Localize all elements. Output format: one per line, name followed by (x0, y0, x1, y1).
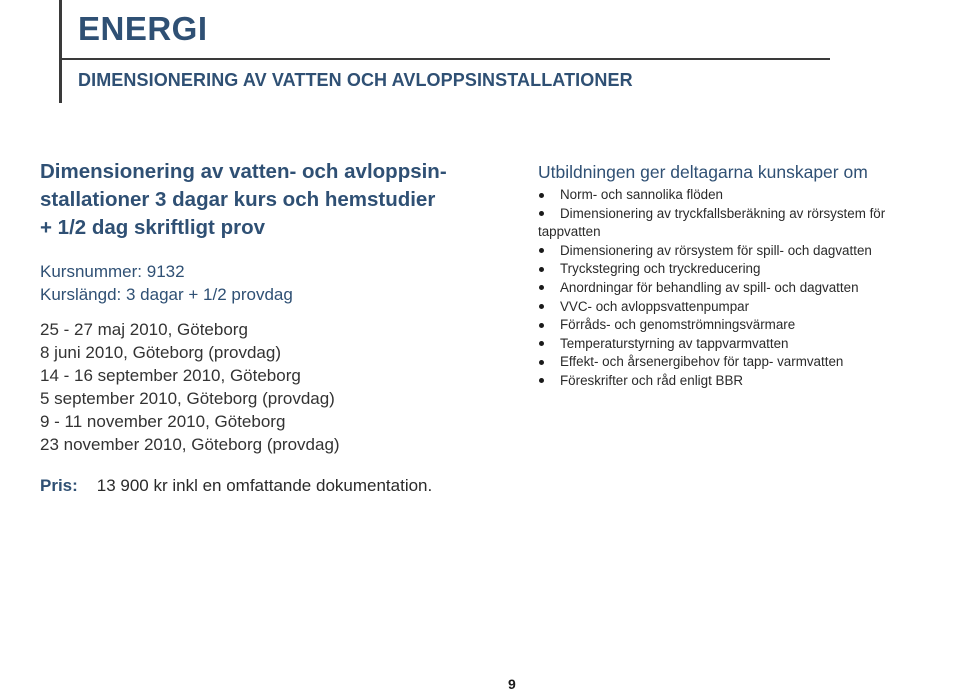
date-item: 14 - 16 september 2010, Göteborg (40, 366, 301, 385)
date-item: 9 - 11 november 2010, Göteborg (40, 412, 286, 431)
learning-outcomes (538, 162, 959, 391)
date-item: 23 november 2010, Göteborg (provdag) (40, 435, 340, 454)
course-meta (40, 260, 510, 306)
page-title: ENERGI (78, 10, 208, 47)
outcomes-heading: Utbildningen ger deltagarna kunskaper om (538, 162, 868, 182)
course-heading-line: Dimensionering av vatten- och avloppsin- (40, 160, 447, 183)
course-number: Kursnummer: 9132 (40, 262, 185, 281)
course-length: Kurslängd: 3 dagar + 1/2 provdag (40, 285, 293, 304)
course-info (40, 158, 510, 456)
list-item (538, 186, 959, 205)
date-item: 5 september 2010, Göteborg (provdag) (40, 389, 335, 408)
course-dates (40, 318, 510, 456)
list-item (538, 298, 959, 317)
page-number: 9 (508, 676, 516, 692)
page-subtitle: DIMENSIONERING AV VATTEN OCH AVLOPPSINSTALLATIONER (78, 70, 633, 90)
price-label: Pris: (40, 476, 78, 495)
list-item-text: Anordningar för behandling av spill- och dagvatten (560, 279, 859, 295)
list-item-text: Temperaturstyrning av tappvarmvatten (560, 335, 789, 351)
list-item-text: Tryckstegring och tryckreducering (560, 261, 761, 277)
list-item-text: Dimensionering av rörsystem för spill- och dagvatten (560, 242, 872, 258)
course-heading-line: + 1/2 dag skriftligt prov (40, 216, 265, 239)
list-item-text: Norm- och sannolika flöden (560, 187, 724, 202)
list-item (538, 260, 959, 279)
list-item-text: Föreskrifter och råd enligt BBR (560, 372, 744, 388)
date-item: 25 - 27 maj 2010, Göteborg (40, 320, 248, 339)
list-item-text: Dimensionering av tryckfallsberäkning av rörsystem för (560, 205, 886, 221)
price-line (40, 476, 432, 496)
course-heading-line: stallationer 3 dagar kurs och hemstudier (40, 188, 436, 211)
list-item-text: Effekt- och årsenergibehov för tapp- varmvatten (560, 354, 844, 370)
list-item (538, 205, 959, 242)
date-item: 8 juni 2010, Göteborg (provdag) (40, 343, 281, 362)
list-item (538, 242, 959, 261)
list-item (538, 279, 959, 298)
list-item (538, 372, 959, 391)
list-item-text: VVC- och avloppsvattenpumpar (560, 298, 750, 314)
list-item (538, 353, 959, 372)
list-item (538, 335, 959, 354)
list-item (538, 316, 959, 335)
list-item-continuation: tappvatten (538, 224, 601, 240)
outcomes-list (538, 186, 959, 391)
price-value: 13 900 kr inkl en omfattande dokumentation. (96, 476, 433, 495)
course-heading (40, 158, 510, 242)
header-horizontal-rule (62, 58, 830, 60)
header-vertical-rule (59, 0, 62, 103)
list-item-text: Förråds- och genomströmningsvärmare (560, 317, 796, 333)
